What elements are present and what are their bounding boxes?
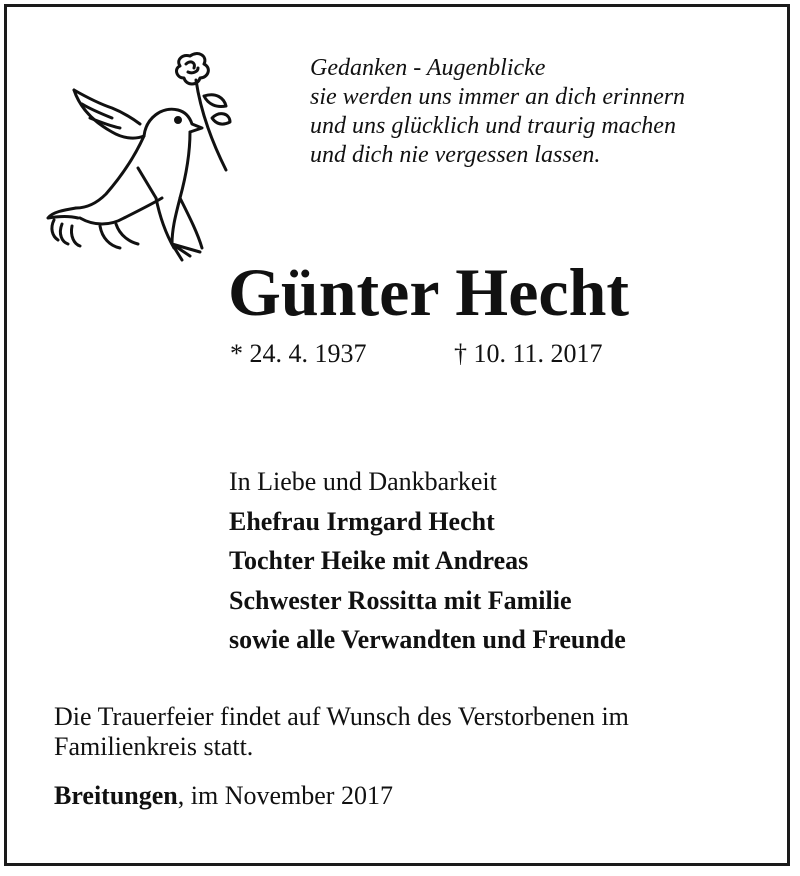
poem-line: sie werden uns immer an dich erinnern — [310, 84, 686, 110]
funeral-note: Die Trauerfeier findet auf Wunsch des Verstorbenen im Familienkreis statt. — [54, 702, 629, 761]
poem-line: Gedanken - Augenblicke — [310, 55, 546, 81]
dove-with-rose-icon — [40, 48, 240, 262]
place-city: Breitungen — [54, 781, 178, 810]
poem-verse — [310, 54, 770, 170]
mourner-name: Schwester Rossitta mit Familie — [229, 585, 572, 615]
birth-date: * 24. 4. 1937 — [230, 339, 367, 368]
poem-line: und uns glücklich und traurig machen — [310, 113, 676, 139]
poem-line: und dich nie vergessen lassen. — [310, 142, 601, 168]
place-and-date — [54, 780, 393, 812]
mourner-name: Tochter Heike mit Andreas — [229, 546, 529, 575]
mourners-list — [229, 462, 769, 660]
life-dates — [230, 338, 603, 370]
place-date: , im November 2017 — [177, 781, 393, 810]
mourners-intro: In Liebe und Dankbarkeit — [229, 467, 497, 496]
mourner-name: Ehefrau Irmgard Hecht — [229, 506, 495, 536]
deceased-name: Günter Hecht — [228, 254, 630, 330]
mourner-name: sowie alle Verwandten und Freunde — [229, 625, 626, 654]
death-date: † 10. 11. 2017 — [454, 339, 603, 368]
